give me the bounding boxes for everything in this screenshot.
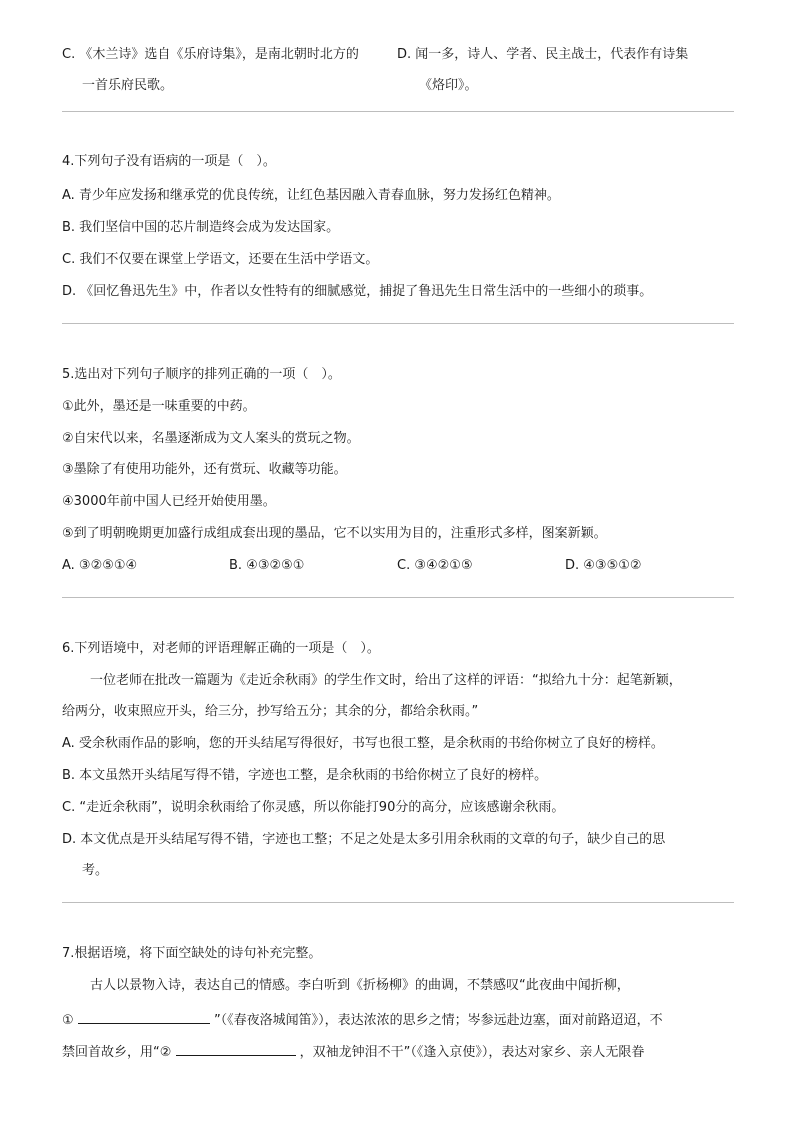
q5-sentence-4: ④3000年前中国人已经开始使用墨。 — [62, 494, 276, 509]
divider — [62, 597, 734, 598]
blank-2-answer-line[interactable] — [176, 1041, 296, 1056]
q4-stem: 4.下列句子没有语病的一项是（ ）。 — [62, 154, 276, 169]
q4-option-a: A. 青少年应发扬和继承党的优良传统，让红色基因融入青春血脉，努力发扬红色精神。 — [62, 188, 560, 203]
blank-2-marker: 禁回首故乡，用“② — [62, 1045, 172, 1060]
q6-option-d-line1: D. 本文优点是开头结尾写得不错，字迹也工整；不足之处是太多引用余秋雨的文章的句子，缺少自己的思 — [62, 832, 666, 847]
divider — [62, 323, 734, 324]
q5-stem: 5.选出对下列句子顺序的排列正确的一项（ ）。 — [62, 367, 341, 382]
q7-stem: 7.根据语境，将下面空缺处的诗句补充完整。 — [62, 946, 322, 961]
q5-sentence-5: ⑤到了明朝晚期更加盛行成组成套出现的墨品，它不以实用为目的，注重形式多样，图案新颖。 — [62, 526, 607, 541]
q6-stem: 6.下列语境中，对老师的评语理解正确的一项是（ ）。 — [62, 641, 380, 656]
q6-option-b: B. 本文虽然开头结尾写得不错，字迹也工整，是余秋雨的书给你树立了良好的榜样。 — [62, 768, 548, 783]
q5-option-d: D. ④③⑤①② — [565, 558, 642, 573]
blank-1-answer-line[interactable] — [78, 1009, 210, 1024]
q3-option-c-line2: 一首乐府民歌。 — [82, 78, 174, 93]
q6-option-d-line2: 考。 — [82, 863, 109, 878]
q6-context-line1: 一位老师在批改一篇题为《走近余秋雨》的学生作文时，给出了这样的评语：“拟给九十分：起笔新颖， — [90, 673, 682, 688]
q4-option-b: B. 我们坚信中国的芯片制造终会成为发达国家。 — [62, 220, 340, 235]
q7-passage-line2-text: ”（《春夜洛城闻笛》），表达浓浓的思乡之情；岑参远赴边塞，面对前路迢迢，不 — [213, 1013, 663, 1028]
q5-option-b: B. ④③②⑤① — [229, 558, 305, 573]
q3-option-c-line1: C. 《木兰诗》选自《乐府诗集》，是南北朝时北方的 — [62, 47, 359, 62]
q5-sentence-3: ③墨除了有使用功能外，还有赏玩、收藏等功能。 — [62, 462, 347, 477]
q7-passage-line1: 古人以景物入诗，表达自己的情感。李白听到《折杨柳》的曲调，不禁感叹“此夜曲中闻折柳， — [90, 978, 630, 993]
q6-option-a: A. 受余秋雨作品的影响，您的开头结尾写得很好，书写也很工整，是余秋雨的书给你树立了良好的榜样。 — [62, 736, 664, 751]
q6-option-c: C. “走近余秋雨”，说明余秋雨给了你灵感，所以你能打90分的高分，应该感谢余秋雨。 — [62, 800, 565, 815]
q5-option-c: C. ③④②①⑤ — [397, 558, 473, 573]
q5-sentence-1: ①此外，墨还是一味重要的中药。 — [62, 399, 256, 414]
q7-passage-line3 — [62, 1041, 644, 1062]
q7-passage-line3-text: ，双袖龙钟泪不干”（《逢入京使》），表达对家乡、亲人无限眷 — [299, 1045, 645, 1060]
q4-option-c: C. 我们不仅要在课堂上学语文，还要在生活中学语文。 — [62, 252, 379, 267]
q5-option-a: A. ③②⑤①④ — [62, 558, 138, 573]
divider — [62, 111, 734, 112]
divider — [62, 902, 734, 903]
q6-context-line2: 给两分，收束照应开头，给三分，抄写给五分；其余的分，都给余秋雨。” — [62, 704, 479, 719]
q3-option-d-line1: D. 闻一多，诗人、学者、民主战士，代表作有诗集 — [397, 47, 689, 62]
q4-option-d: D. 《回忆鲁迅先生》中，作者以女性特有的细腻感觉，捕捉了鲁迅先生日常生活中的一些细小的琐事。 — [62, 284, 653, 299]
blank-1-marker: ① — [62, 1013, 74, 1028]
q3-option-d-line2: 《烙印》。 — [419, 78, 478, 93]
q7-passage-line2 — [62, 1009, 663, 1030]
q5-sentence-2: ②自宋代以来，名墨逐渐成为文人案头的赏玩之物。 — [62, 431, 360, 446]
